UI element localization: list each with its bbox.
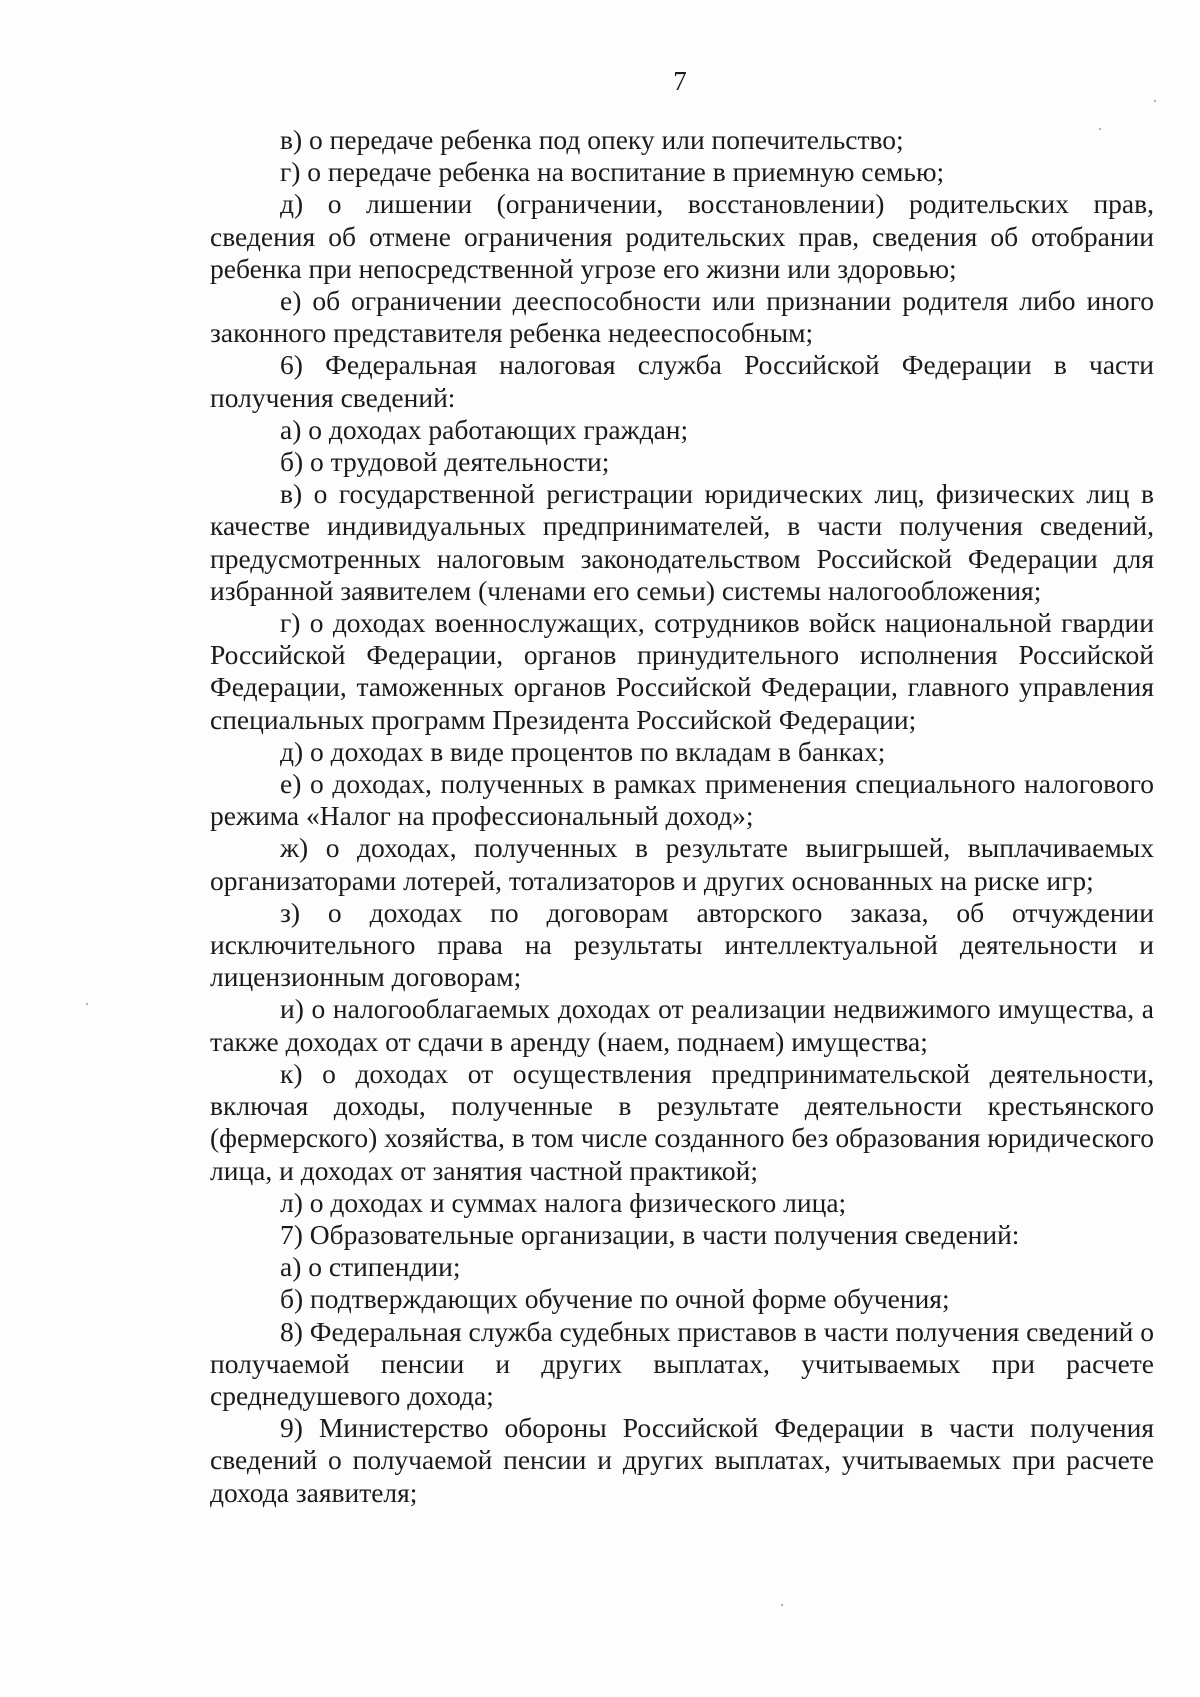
paragraph: ж) о доходах, полученных в результате выигрышей, выплачиваемых организаторами лотерей, тотализаторов и других основанных на риске игр;: [210, 832, 1154, 896]
paragraph: и) о налогооблагаемых доходах от реализации недвижимого имущества, а также доходах от сдачи в аренду (наем, поднаем) имущества;: [210, 993, 1154, 1057]
paragraph: к) о доходах от осуществления предпринимательской деятельности, включая доходы, полученные в результате деятельности крестьянского (фермерского) хозяйства, в том числе созданного без образования юридического лица, и доходах от занятия частной практикой;: [210, 1057, 1154, 1186]
scan-speck: [1154, 100, 1156, 102]
document-body: [210, 124, 1154, 1509]
paragraph: 6) Федеральная налоговая служба Российской Федерации в части получения сведений:: [210, 349, 1154, 413]
scan-speck: [781, 1604, 783, 1606]
paragraph: а) о стипендии;: [280, 1251, 461, 1283]
paragraph: б) подтверждающих обучение по очной форме обучения;: [280, 1283, 950, 1315]
paragraph: б) о трудовой деятельности;: [280, 446, 610, 478]
paragraph: в) о передаче ребенка под опеку или попечительство;: [280, 124, 904, 155]
paragraph: д) о лишении (ограничении, восстановлении) родительских прав, сведения об отмене ограничения родительских прав, сведения об отобрании ребенка при непосредственной угрозе его жизни или здоровью;: [210, 188, 1154, 284]
paragraph: г) о передаче ребенка на воспитание в приемную семью;: [280, 156, 945, 188]
paragraph: е) об ограничении дееспособности или признании родителя либо иного законного представителя ребенка недееспособным;: [210, 285, 1154, 349]
scan-speck: [86, 1003, 88, 1005]
paragraph: 8) Федеральная служба судебных приставов в части получения сведений о получаемой пенсии и других выплатах, учитываемых при расчете среднедушевого дохода;: [210, 1315, 1154, 1411]
page-number: 7: [673, 66, 687, 96]
paragraph: е) о доходах, полученных в рамках применения специального налогового режима «Налог на профессиональный доход»;: [210, 768, 1154, 832]
paragraph: д) о доходах в виде процентов по вкладам в банках;: [280, 735, 886, 767]
paragraph: а) о доходах работающих граждан;: [280, 413, 689, 445]
paragraph: 9) Министерство обороны Российской Федерации в части получения сведений о получаемой пенсии и других выплатах, учитываемых при расчете дохода заявителя;: [210, 1412, 1154, 1508]
paragraph: г) о доходах военнослужащих, сотрудников войск национальной гвардии Российской Федерации, органов принудительного исполнения Российской Федерации, таможенных органов Российской Федерации, главного управления специальных программ Президента Российской Федерации;: [210, 607, 1154, 735]
paragraph: 7) Образовательные организации, в части получения сведений:: [280, 1218, 1020, 1250]
paragraph: в) о государственной регистрации юридических лиц, физических лиц в качестве индивидуальных предпринимателей, в части получения сведений, предусмотренных налоговым законодательством Российской Федерации для избранной заявителем (членами его семьи) системы налогообложения;: [210, 478, 1154, 606]
paragraph: л) о доходах и суммах налога физического лица;: [280, 1186, 847, 1218]
scan-speck: [1099, 128, 1101, 130]
paragraph: з) о доходах по договорам авторского заказа, об отчуждении исключительного права на результаты интеллектуальной деятельности и лицензионным договорам;: [210, 896, 1154, 993]
